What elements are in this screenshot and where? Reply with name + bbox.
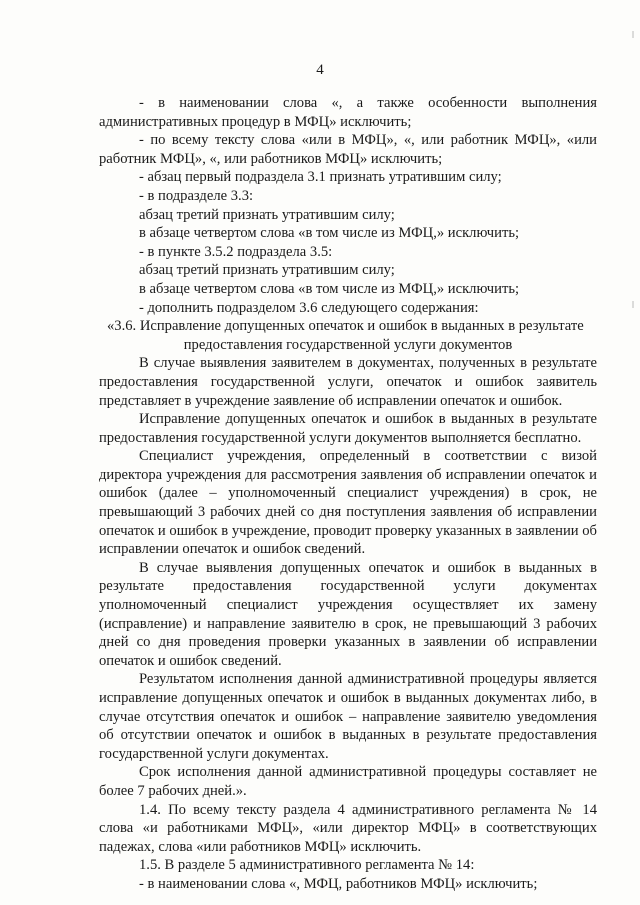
paragraph: Срок исполнения данной административной процедуры составляет не более 7 рабочих дней.».: [99, 764, 597, 799]
paragraph: в абзаце четвертом слова «в том числе из МФЦ,» исключить;: [139, 225, 520, 242]
paragraph: 1.4. По всему тексту раздела 4 административного регламента № 14 слова «и работниками МФЦ», «или директор МФЦ» в соответствующих падежах, слова «или работников МФЦ» исключить.: [99, 801, 597, 855]
scan-edge-mark: ǀ: [631, 30, 634, 41]
section-heading: «3.6. Исправление допущенных опечаток и ошибок в выданных в результате: [107, 318, 584, 335]
paragraph: В случае выявления заявителем в документах, полученных в результате предоставления государственной услуги, опечаток и ошибок заявитель представляет в учреждение заявление об исправлении опечаток и ошибок.: [99, 355, 597, 409]
paragraph: в абзаце четвертом слова «в том числе из МФЦ,» исключить;: [139, 280, 520, 297]
paragraph: абзац третий признать утратившим силу;: [139, 206, 395, 223]
paragraph: - дополнить подразделом 3.6 следующего содержания:: [139, 299, 479, 316]
scan-edge-mark: ǀ: [631, 300, 634, 311]
paragraph: Исправление допущенных опечаток и ошибок в выданных в результате предоставления государственной услуги документов выполняется бесплатно.: [99, 411, 597, 446]
paragraph: - по всему тексту слова «или в МФЦ», «, или работник МФЦ», «или работник МФЦ», «, или работников МФЦ» исключить;: [99, 132, 597, 167]
paragraph: - в наименовании слова «, МФЦ, работников МФЦ» исключить;: [139, 875, 538, 892]
paragraph: - в наименовании слова «, а также особенности выполнения административных процедур в МФЦ» исключить;: [99, 95, 597, 130]
paragraph: - абзац первый подраздела 3.1 признать утратившим силу;: [139, 169, 502, 186]
paragraph: - в подразделе 3.3:: [139, 187, 254, 204]
paragraph: - в пункте 3.5.2 подраздела 3.5:: [139, 243, 333, 260]
paragraph: В случае выявления допущенных опечаток и ошибок в выданных в результате предоставления государственной услуги документах уполномоченный специалист учреждения осуществляет их замену (исправление) и направление заявителю в срок, не превышающий 3 рабочих дней со дня проведения проверки указанных в заявлении об исправлении опечаток и ошибок сведений.: [99, 559, 597, 669]
document-body: [99, 94, 597, 894]
paragraph: Специалист учреждения, определенный в соответствии с визой директора учреждения для рассмотрения заявления об исправлении опечаток и ошибок (далее – уполномоченный специалист учреждения) в срок, не превышающий 3 рабочих дней со дня поступления заявления об исправлении опечаток и ошибок в учреждение, проводит проверку указанных в заявлении об исправлении опечаток и ошибок сведений.: [99, 448, 597, 558]
paragraph: 1.5. В разделе 5 административного регламента № 14:: [139, 857, 475, 874]
paragraph: абзац третий признать утратившим силу;: [139, 262, 395, 279]
page-number: 4: [316, 62, 324, 78]
section-heading-continuation: предоставления государственной услуги документов: [183, 336, 513, 353]
paragraph: Результатом исполнения данной административной процедуры является исправление допущенных опечаток и ошибок в выданных документах либо, в случае отсутствия опечаток и ошибок – направление заявителю уведомления об отсутствии опечаток и ошибок в выданных в результате предоставления государственной услуги документах.: [99, 671, 597, 762]
